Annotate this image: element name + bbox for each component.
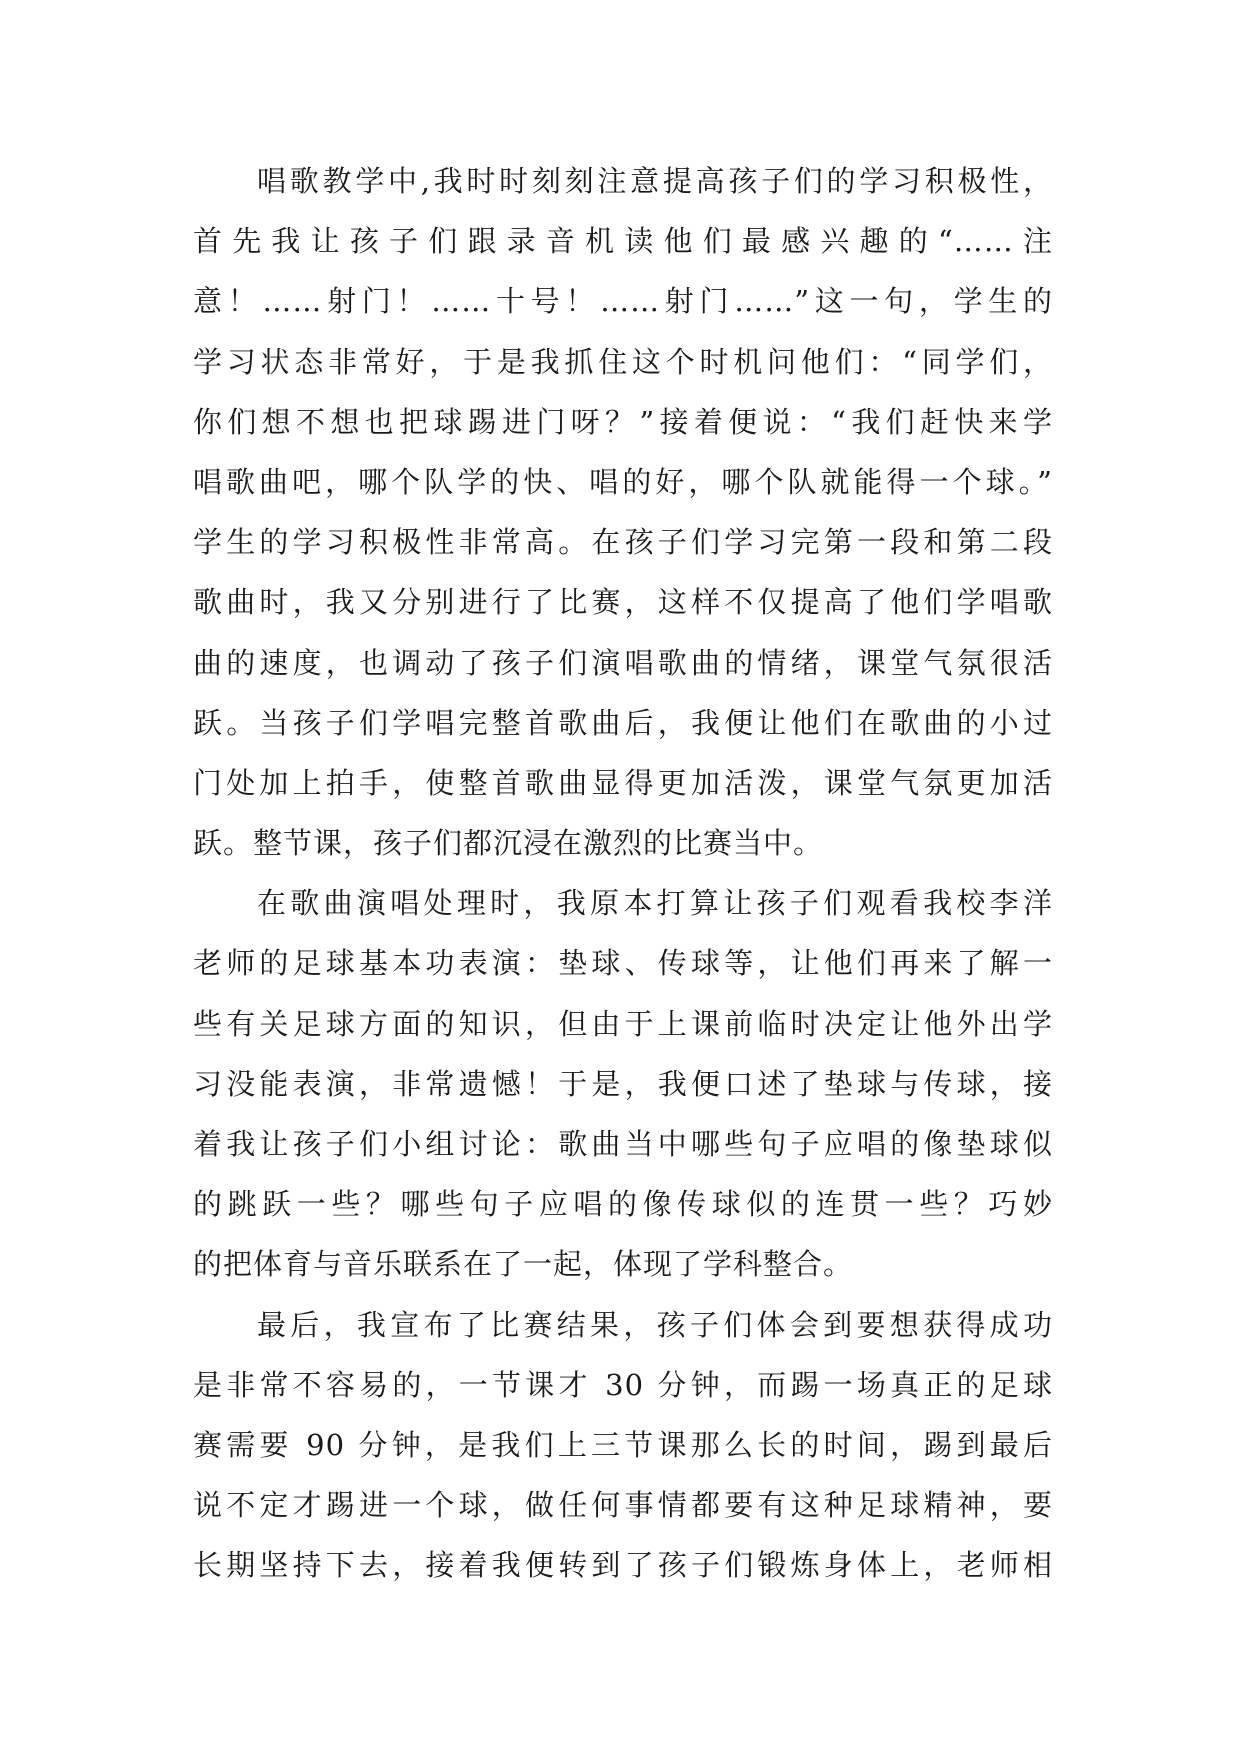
text-line: 说不定才踢进一个球，做任何事情都要有这种足球精神，要 (193, 1488, 1053, 1523)
text-line: 唱歌教学中,我时时刻刻注意提高孩子们的学习积极性， (257, 164, 1053, 198)
text-line: 在歌曲演唱处理时，我原本打算让孩子们观看我校李洋 (257, 886, 1053, 921)
text-line: 你们想不想也把球踢进门呀？”接着便说：“我们赶快来学 (193, 404, 1053, 439)
text-line: 门处加上拍手，使整首歌曲显得更加活泼，课堂气氛更加活 (193, 765, 1053, 800)
text-line: 长期坚持下去，接着我便转到了孩子们锻炼身体上，老师相 (193, 1548, 1053, 1583)
text-line: 跃。当孩子们学唱完整首歌曲后，我便让他们在歌曲的小过 (193, 705, 1053, 740)
text-line: 首先我让孩子们跟录音机读他们最感兴趣的“……注 (193, 224, 1053, 259)
text-line: 的跳跃一些？哪些句子应唱的像传球似的连贯一些？巧妙 (193, 1187, 1053, 1222)
text-line: 歌曲时，我又分别进行了比赛，这样不仅提高了他们学唱歌 (193, 585, 1053, 620)
text-line: 最后，我宣布了比赛结果，孩子们体会到要想获得成功 (257, 1307, 1053, 1342)
text-line: 的把体育与音乐联系在了一起，体现了学科整合。 (193, 1247, 854, 1282)
text-line: 曲的速度，也调动了孩子们演唱歌曲的情绪，课堂气氛很活 (193, 645, 1053, 680)
text-line: 老师的足球基本功表演：垫球、传球等，让他们再来了解一 (193, 946, 1053, 981)
text-line: 跃。整节课，孩子们都沉浸在激烈的比赛当中。 (193, 826, 824, 861)
text-line: 意！……射门！……十号！……射门……”这一句，学生的 (193, 284, 1053, 319)
text-line: 是非常不容易的，一节课才 30 分钟，而踢一场真正的足球 (193, 1367, 1053, 1402)
text-line: 着我让孩子们小组讨论：歌曲当中哪些句子应唱的像垫球似 (193, 1127, 1053, 1161)
text-line: 习没能表演，非常遗憾！于是，我便口述了垫球与传球，接 (193, 1066, 1053, 1101)
text-line: 学生的学习积极性非常高。在孩子们学习完第一段和第二段 (193, 525, 1053, 560)
document-body (193, 151, 1053, 1596)
text-line: 些有关足球方面的知识，但由于上课前临时决定让他外出学 (193, 1006, 1053, 1041)
text-line: 学习状态非常好，于是我抓住这个时机问他们：“同学们， (193, 344, 1053, 379)
text-line: 唱歌曲吧，哪个队学的快、唱的好，哪个队就能得一个球。” (193, 464, 1053, 499)
text-line: 赛需要 90 分钟，是我们上三节课那么长的时间，踢到最后 (193, 1427, 1053, 1462)
